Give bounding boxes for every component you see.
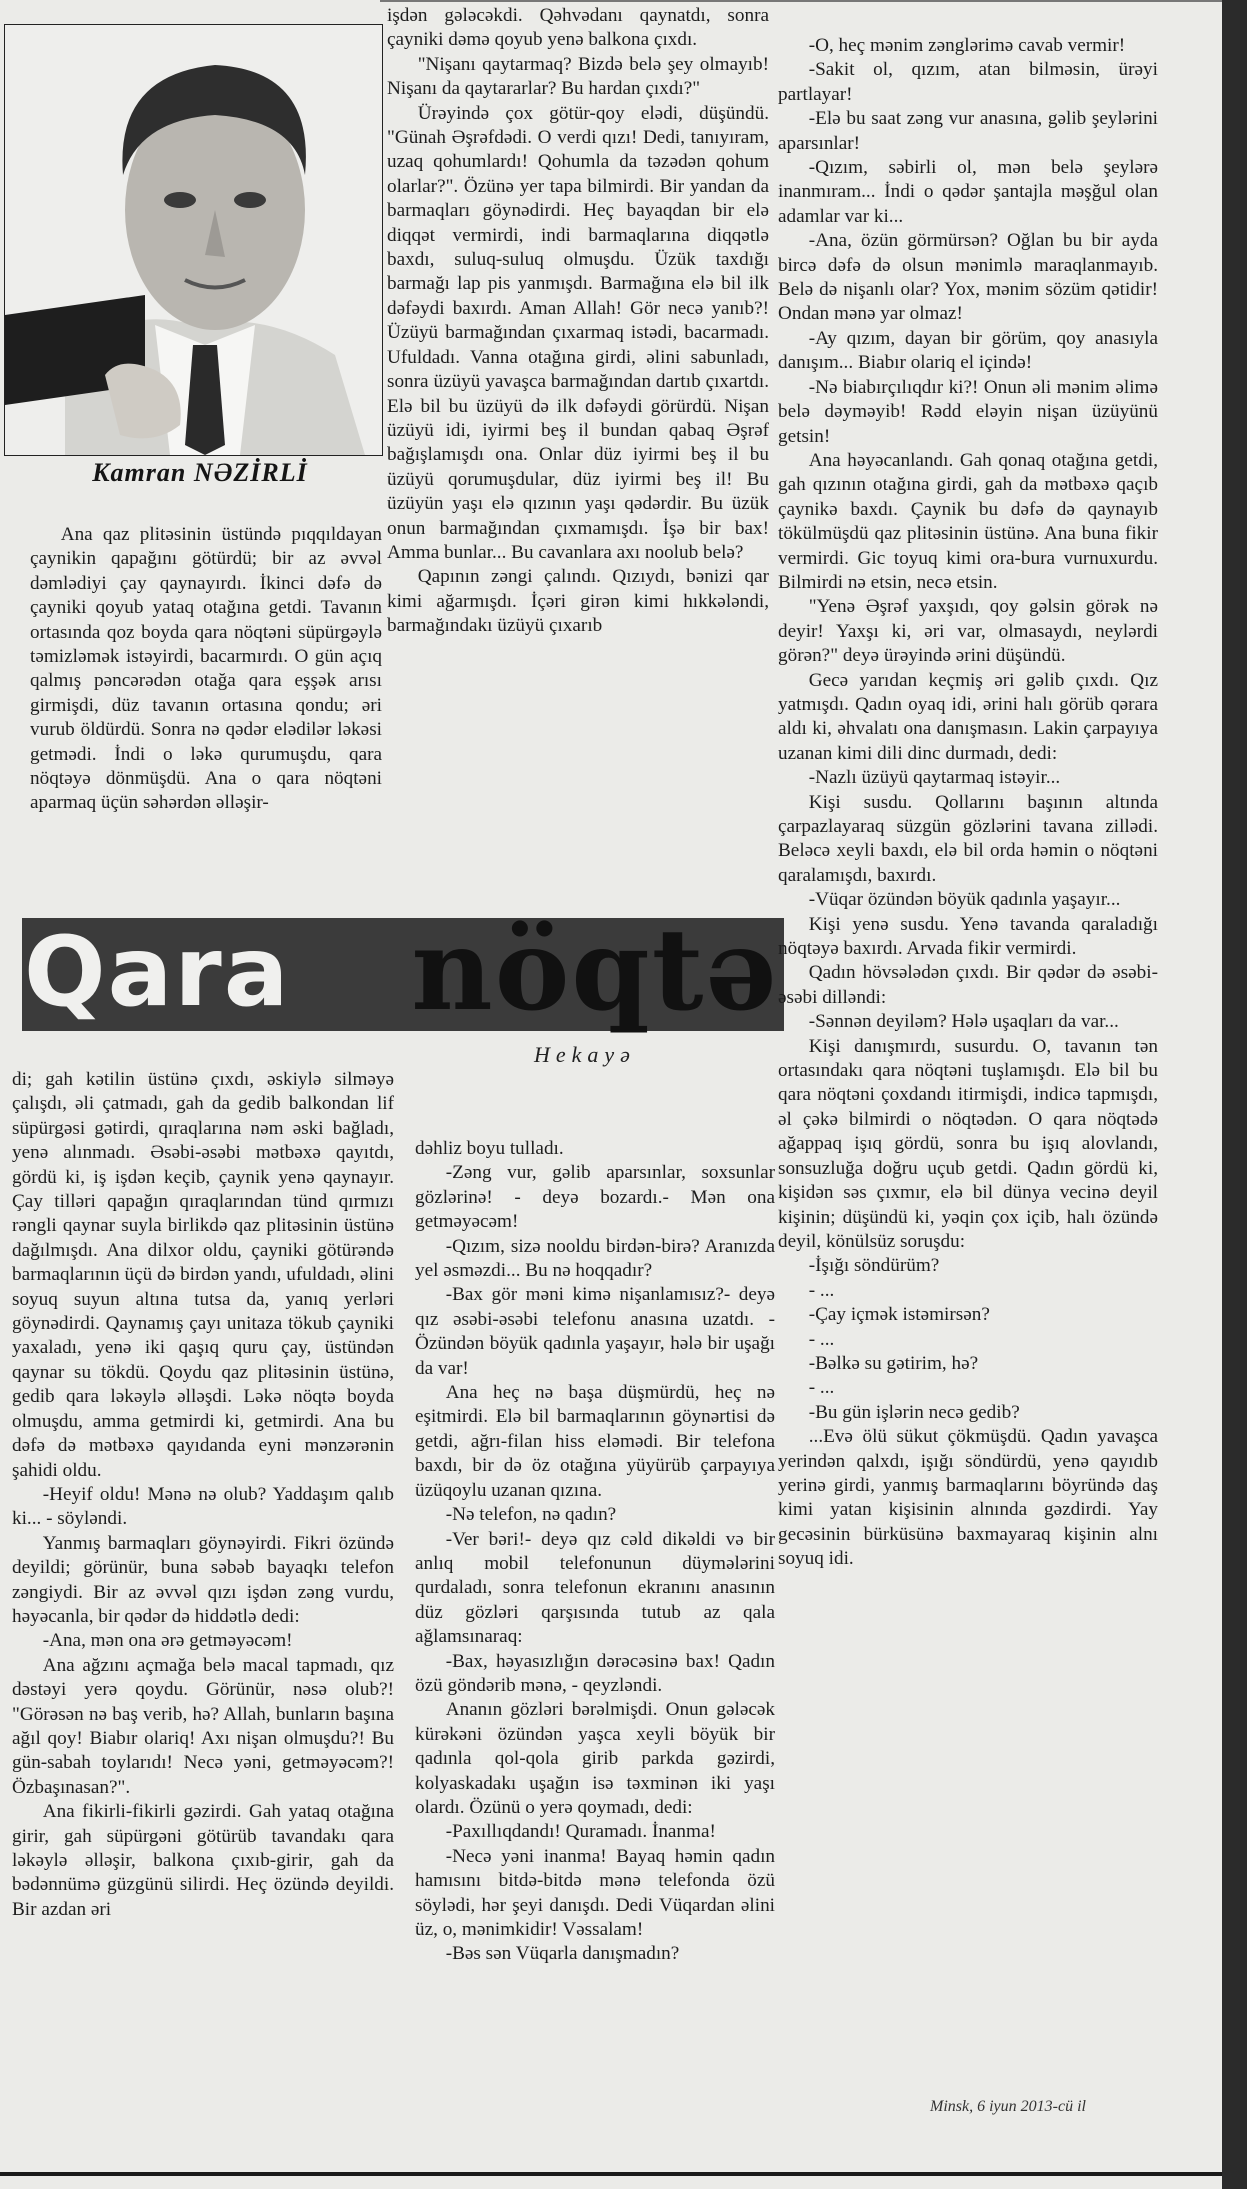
paragraph: -Ver bəri!- deyə qız cəld dikəldi və bir anlıq mobil telefonunun düymələrini qurdaladı, sonra telefonun ekranını anasının düz gözləri qarşısında tutub az qala ağlamsınaraq: (415, 1528, 775, 1648)
paragraph: ...Evə ölü sükut çökmüşdü. Qadın yavaşca yerindən qalxdı, işığı söndürdü, yenə qayıdıb yerinə girdi, yanmış barmaqlarını böyründə daş kimi yatan kişisinin alnında gəzdirdi. Yay gecəsinin bürküsünə baxmayaraq kişinin alnı soyuq idi. (778, 1426, 1158, 1570)
paragraph: Kişi yenə susdu. Yenə tavanda qaraladığı nöqtəyə baxırdı. Arvada fikir vermirdi. (778, 913, 1158, 960)
middle-bottom-column (415, 1137, 775, 2167)
paragraph: -Ana, özün görmürsən? Oğlan bu bir ayda bircə dəfə də olsun mənimlə maraqlanmayıb. Belə də nişanlı olar? Yox, mənim sözüm qətidir! Ondan mənə yar olmaz! (778, 230, 1158, 325)
paragraph: "Yenə Əşrəf yaxşıdı, qoy gəlsin görək nə deyir! Yaxşı ki, əri var, olmasaydı, neylərdi görən?" deyə ürəyində ərini düşündü. (778, 596, 1158, 667)
paragraph: Ana ağzını açmağa belə macal tapmadı, qız dəstəyi yerə qoydu. Görünür, nəsə olub?! "Görəsən nə baş verib, hə? Allah, bunların başına ağıl qoy! Biabır olariq! Axı nişan olmuşdu?! Bu gün-sabah toylarıdı! Necə yəni, getməyəcəm?! Özbaşınasan?". (12, 1654, 394, 1798)
paragraph: -Nazlı üzüyü qaytarmaq istəyir... (808, 767, 1061, 789)
top-rule (380, 0, 1222, 2)
paragraph: - ... (808, 1279, 835, 1301)
paragraph: -O, heç mənim zənglərimə cavab vermir! (808, 35, 1126, 56)
paragraph: "Nişanı qaytarmaq? Bizdə belə şey olmayıb! Nişanı da qaytararlar? Bu hardan çıxdı?" (387, 53, 769, 100)
paragraph: Ananın gözləri bərəlmişdi. Onun gələcək kürəkəni özündən yaşca xeyli böyük bir qadınla qol-qola girib parkda gəzirdi, kolyaskadakı uşağın isə təxminən iki yaşı olardı. Özünü o yerə qoymadı, dedi: (415, 1699, 775, 1818)
genre-label: Hekayə (534, 1042, 636, 1067)
paragraph: -Nə telefon, nə qadın? (445, 1504, 617, 1526)
paragraph: - ... (808, 1328, 835, 1350)
dateline: Minsk, 6 iyun 2013-cü il (930, 2098, 1086, 2115)
paragraph: -Qızım, sizə nooldu birdən-birə? Aranızda yel əsməzdi... Bu nə hoqqadır? (415, 1235, 775, 1282)
paragraph: -Bax, həyasızlığın dərəcəsinə bax! Qadın özü göndərib mənə, - qeyzləndi. (415, 1650, 775, 1696)
right-column (778, 34, 1158, 2084)
paragraph: -Nə biabırçılıqdır ki?! Onun əli mənim əlimə belə dəyməyib! Rədd eləyin nişan üzüyünü getsin! (778, 376, 1158, 447)
paragraph: Gecə yarıdan keçmiş əri gəlib çıxdı. Qız yatmışdı. Qadın oyaq idi, ərini halı görüb qərara aldı ki, əhvalatı ona danışmasın. Lakin çarpayıya uzanan kimi dili dinc durmadı, dedi: (778, 669, 1158, 764)
paragraph: di; gah kətilin üstünə çıxdı, əskiylə silməyə çalışdı, əli çatmadı, gah da gedib balkondan lif süpürgəsi gətirdi, qıraqlarına nəm əski bağladı, yenə alınmadı. Əsəbi-əsəbi mətbəxə qayıtdı, gördü ki, iş işdən keçib, çaynik yenə qaynayır. Çay tilləri qapağın qıraqlarından tünd qırmızı rəngli qaynar suyla birlikdə qaz plitəsinin üstünə dağılmışdı. Ana dilxor oldu, çayniki götürəndə barmaqlarının üçü də birdən yandı, ufuldadı, əlini soyuq suyun altına tutsa da, yanıq yerləri göynədirdi. Qaynamış çayı unitaza tökub çayniki yaxaladı, yenə iki qaşıq quru çay, üstündən qaynar su tökdü. Qoydu qaz plitəsinin üstünə, gedib qara ləkəylə əlləşdi. Ləkə nöqtə boyda olmuşdu, amma getmirdi ki, getmirdi. Ana bu dəfə də mətbəxə qayıdanda eyni mənzərənin şahidi oldu. (12, 1069, 394, 1481)
author-portrait-image (5, 25, 382, 455)
paragraph: -Ay qızım, dayan bir görüm, qoy anasıyla danışım... Biabır olariq el içində! (778, 327, 1158, 374)
page-edge (1222, 0, 1247, 2189)
left-bottom-column (12, 1068, 394, 2168)
paragraph: -Sənnən deyiləm? Hələ uşaqları da var... (808, 1011, 1119, 1033)
paragraph: dəhliz boyu tulladı. (415, 1138, 564, 1159)
paragraph: -Çay içmək istəmirsən? (808, 1304, 990, 1326)
paragraph: Ürəyində çox götür-qoy elədi, düşündü. "Günah Əşrəfdədi. O verdi qızı! Dedi, tanıyıram, uzaq qohumlardı! Qohumla da təzədən qohum olarlar?". Özünə yer tapa bilmirdi. Bir yandan da barmaqları göynədirdi. Heç bayaqdan bir elə diqqət vermirdi, indi barmaqlarına diqqətlə baxdı, suluq-suluq olmuşdu. Üzük taxdığı barmağı lap pis yanmışdı. Barmağına elə bil ilk dəfəydi baxırdı. Aman Allah! Gör necə yanıb?! Üzüyü barmağından çıxarmaq istədi, bacarmadı. Ufuldadı. Vanna otağına girdi, əlini sabunladı, sonra üzüyü yavaşca barmağından dartıb çıxartdı. Elə bil bu üzüyü də ilk dəfəydi görürdü. Nişan üzüyü idi, iyirmi beş il bundan qabaq Əşrəf bağışlamışdı ona. Onlar düz iyirmi beş il bu üzüyü qorumuşdular, düz iyirmi beş il! Bu üzüyün yaşı elə qızının yaşı qədərdir. Bu üzük onun barmağından çıxmamışdı. İşə bir bax! Amma bunlar... Bu cavanlara axı noolub belə? (387, 102, 769, 563)
middle-top-column (387, 4, 769, 916)
paragraph: Qadın hövsələdən çıxdı. Bir qədər də əsəbi-əsəbi dilləndi: (778, 962, 1158, 1008)
paragraph: Yanmış barmaqları göynəyirdi. Fikri özündə deyildi; görünür, buna səbəb bayaqkı telefon zəngiydi. Bir az əvvəl qızı işdən zəng vurdu, həyəcanla, bir qədər də hiddətlə dedi: (12, 1532, 394, 1627)
paragraph: -Zəng vur, gəlib aparsınlar, soxsunlar gözlərinə! - deyə bozardı.- Mən ona getməyəcəm! (415, 1162, 775, 1233)
paragraph: -Paxıllıqdandı! Quramadı. İnanma! (445, 1821, 716, 1843)
paragraph: -Sakit ol, qızım, atan bilməsin, ürəyi partlayar! (778, 59, 1158, 105)
paragraph: işdən gələcəkdi. Qəhvədanı qaynatdı, sonra çayniki dəmə qoyub yenə balkona çıxdı. (387, 5, 769, 51)
paragraph: -Bəs sən Vüqarla danışmadın? (445, 1943, 680, 1965)
paragraph: -Ana, mən ona ərə getməyəcəm! (42, 1630, 293, 1652)
paragraph: Ana qaz plitəsinin üstündə pıqqıldayan çaynikin qapağını götürdü; bir az əvvəl dəmlədiyi çay qaynayırdı. İkinci dəfə də çayniki qoyub yataq otağına getdi. Tavanın ortasında qoz boyda qara nöqtəni süpürgəylə təmizləmək istəyirdi, bacarmırdı. O gün açıq qalmış pəncərədən otağa qara eşşək arısı girmişdi, düz tavanın ortasına qondu; əri vurub öldürdü. Sonra nə qədər elədilər ləkəsi getmədi. İndi o ləkə qurumuşdu, qara nöqtəyə dönmüşdü. Ana o qara nöqtəni aparmaq üçün səhərdən əlləşir- (30, 524, 382, 814)
paragraph: Ana fikirli-fikirli gəzirdi. Gah yataq otağına girir, gah süpürgəni götürüb tavandakı qara ləkəylə əlləşir, balkona çıxıb-girir, gah da bədənnümə güzgünü silirdi. Heç özündə deyildi. Bir azdan əri (12, 1801, 394, 1920)
author-name: Kamran NƏZİRLİ (92, 458, 308, 487)
paragraph: -Bu gün işlərin necə gedib? (808, 1401, 1020, 1423)
bottom-rule (0, 2172, 1222, 2176)
paragraph: -Vüqar özündən böyük qadınla yaşayır... (808, 889, 1121, 911)
paragraph: Kişi susdu. Qollarını başının altında çarpazlayaraq süzgün gözlərini tavana zillədi. Beləcə xeyli baxdı, elə bil orda həmin o nöqtəni qaralamışdı, baxırdı. (778, 791, 1158, 886)
paragraph: Qapının zəngi çalındı. Qızıydı, bənizi qar kimi ağarmışdı. İçəri girən kimi hıkkələndi, barmağındakı üzüyü çıxarıb (387, 566, 769, 637)
title-part-1: Qara (24, 916, 291, 1028)
title-part-2: nöqtə (411, 905, 779, 1036)
paragraph: Kişi danışmırdı, susurdu. O, tavanın tən ortasındakı qara nöqtəni tuşlamışdı. Elə bil bu qara nöqtəni çoxdandı itirmişdi, indicə tapmışdı, əl çəkə bilmirdi o nöqtədən. O qara nöqtədə ağappaq işıq gördü, sonra bu işıq alovlandı, sonsuzluğa doğru uçub getdi. Qadın gördü ki, kişidən səs çıxmır, elə bil dünya vecinə deyil kişinin; düşündü ki, yəqin çox içib, halı özündə deyil, könülsüz soruşdu: (778, 1035, 1158, 1252)
left-top-column (30, 523, 382, 911)
paragraph: -Heyif oldu! Mənə nə olub? Yaddaşım qalıb ki... - söyləndi. (12, 1483, 394, 1530)
paragraph: -Bax gör məni kimə nişanlamısız?- deyə qız əsəbi-əsəbi telefonu anasına uzatdı. - Özündən böyük qadınla yaşayır, hələ bir uşağı da var! (415, 1284, 775, 1379)
paragraph: - ... (808, 1377, 835, 1399)
paragraph: -Necə yəni inanma! Bayaq həmin qadın hamısını bitdə-bitdə mənə telefonda özü söylədi, hər şeyi danışdı. Dedi Vüqardan əlini üz, o, mənimkidir! Vəssalam! (415, 1845, 775, 1940)
paragraph: -Bəlkə su gətirim, hə? (808, 1352, 979, 1374)
paragraph: Ana heç nə başa düşmürdü, heç nə eşitmirdi. Elə bil barmaqlarının göynərtisi də getdi, ağrı-filan hiss eləmədi. Bir telefona baxdı, bir də öz otağına yüyürüb çarpayıya üzüqoylu uzanan qızına. (415, 1382, 775, 1501)
paragraph: -Elə bu saat zəng vur anasına, gəlib şeylərini aparsınlar! (778, 108, 1158, 154)
paragraph: Ana həyəcanlandı. Gah qonaq otağına getdi, gah qızının otağına girdi, gah da mətbəxə qaçıb çaynikə baxdı. Çaynik bu dəfə də qaynayıb tökülmüşdü qaz plitəsinin üstünə. Ana buna fikir vermirdi. Gic toyuq kimi ora-bura vurnuxurdu. Bilmirdi nə etsin, necə etsin. (778, 449, 1158, 593)
paragraph: -İşığı söndürüm? (808, 1255, 940, 1277)
author-photo (4, 24, 383, 456)
paragraph: -Qızım, səbirli ol, mən belə şeylərə inanmıram... İndi o qədər şantajla məşğul olan adamlar var ki... (778, 157, 1158, 227)
